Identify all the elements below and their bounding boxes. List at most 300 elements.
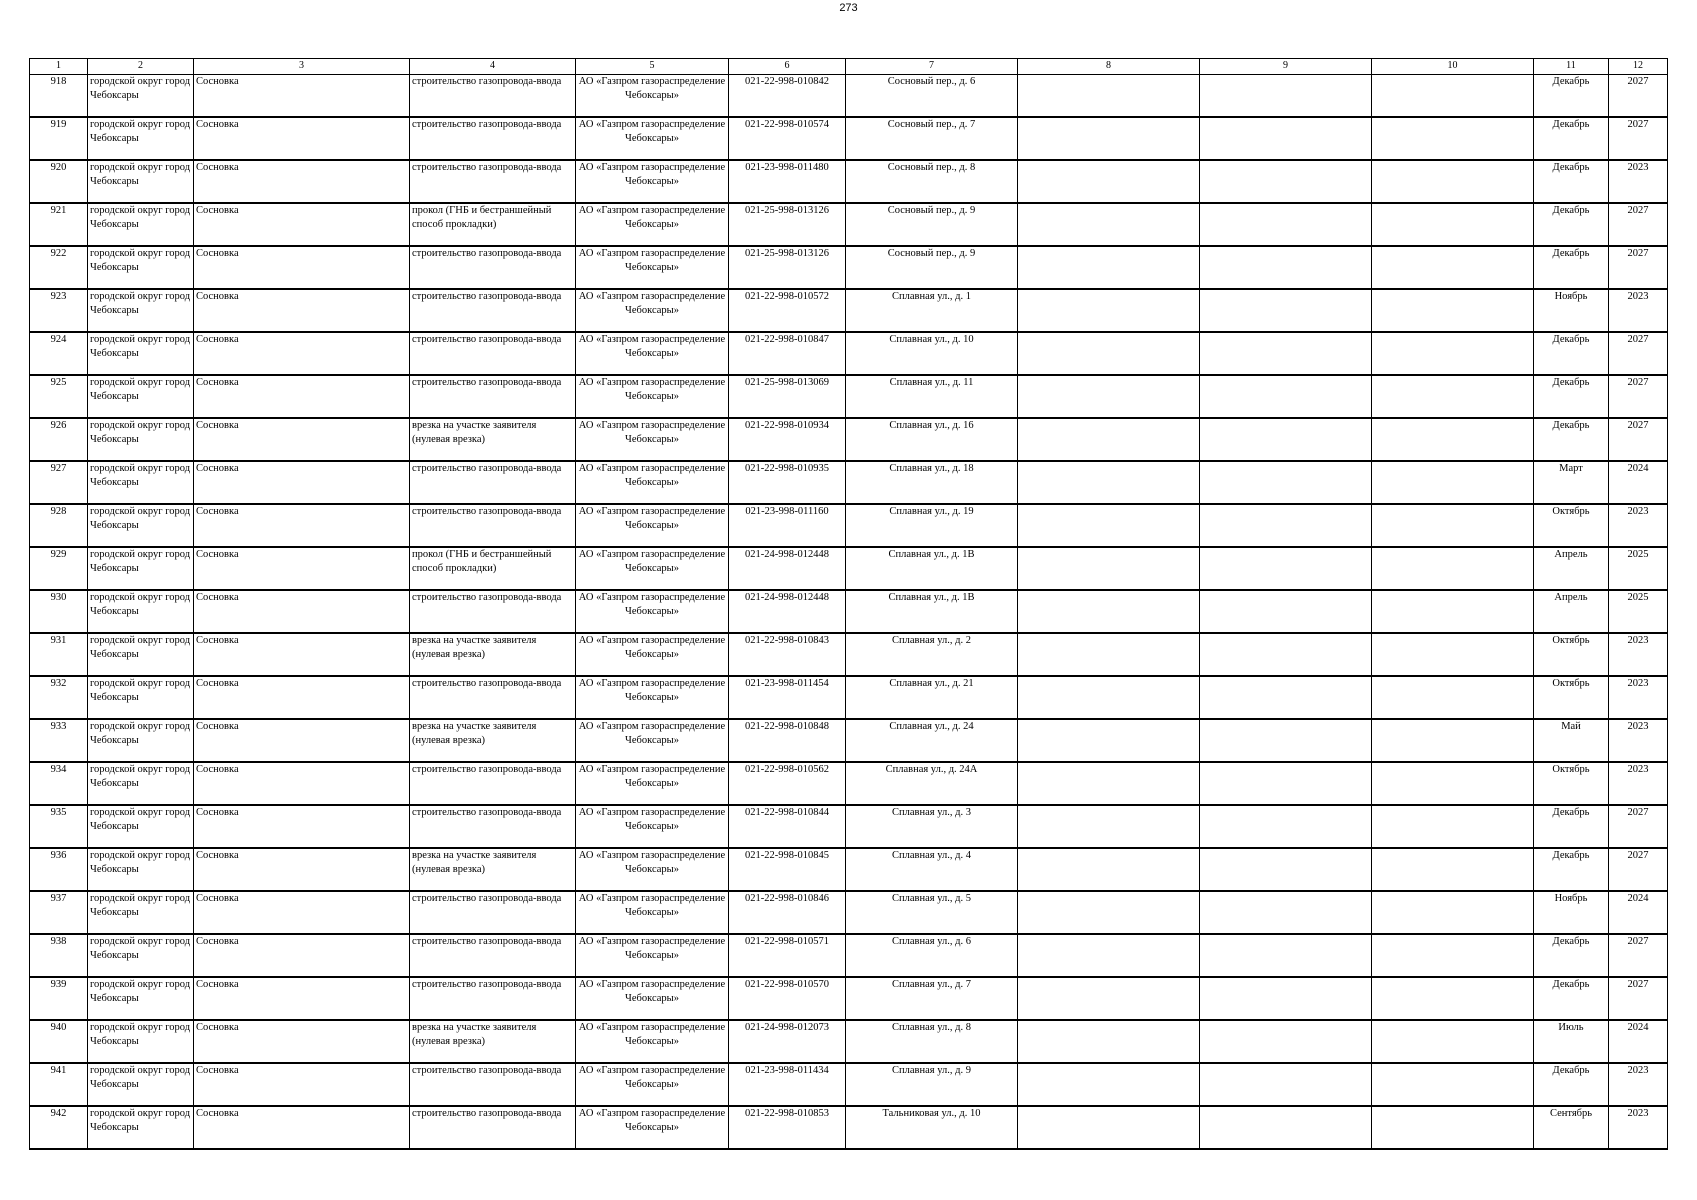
column-8-cell — [1018, 289, 1200, 332]
table-row — [30, 590, 1668, 633]
address-cell: Сплавная ул., д. 24 — [846, 719, 1018, 762]
column-8-cell — [1018, 590, 1200, 633]
address-cell: Сосновый пер., д. 8 — [846, 160, 1018, 203]
locality-cell: Сосновка — [194, 977, 410, 1020]
district-cell: городской округ город Чебоксары — [88, 332, 194, 375]
code-cell: 021-22-998-010572 — [729, 289, 846, 332]
month-cell: Октябрь — [1534, 504, 1609, 547]
locality-cell: Сосновка — [194, 461, 410, 504]
locality-cell: Сосновка — [194, 934, 410, 977]
address-cell: Сплавная ул., д. 7 — [846, 977, 1018, 1020]
column-10-cell — [1372, 1063, 1534, 1106]
month-cell: Ноябрь — [1534, 891, 1609, 934]
organization-cell: АО «Газпром газораспределение Чебоксары» — [576, 203, 729, 246]
col-header-4: 4 — [410, 59, 576, 75]
column-9-cell — [1200, 719, 1372, 762]
year-cell: 2023 — [1609, 762, 1668, 805]
month-cell: Декабрь — [1534, 203, 1609, 246]
page-number: 273 — [839, 2, 858, 14]
district-cell: городской округ город Чебоксары — [88, 547, 194, 590]
district-cell: городской округ город Чебоксары — [88, 246, 194, 289]
organization-cell: АО «Газпром газораспределение Чебоксары» — [576, 1020, 729, 1063]
month-cell: Декабрь — [1534, 1063, 1609, 1106]
locality-cell: Сосновка — [194, 117, 410, 160]
district-cell: городской округ город Чебоксары — [88, 1020, 194, 1063]
column-8-cell — [1018, 762, 1200, 805]
district-cell: городской округ город Чебоксары — [88, 504, 194, 547]
organization-cell: АО «Газпром газораспределение Чебоксары» — [576, 676, 729, 719]
year-cell: 2027 — [1609, 977, 1668, 1020]
column-9-cell — [1200, 934, 1372, 977]
code-cell: 021-25-998-013126 — [729, 246, 846, 289]
column-8-cell — [1018, 676, 1200, 719]
month-cell: Декабрь — [1534, 117, 1609, 160]
column-8-cell — [1018, 977, 1200, 1020]
address-cell: Сплавная ул., д. 11 — [846, 375, 1018, 418]
row-number-cell: 938 — [30, 934, 88, 977]
work-type-cell: строительство газопровода-ввода — [410, 289, 576, 332]
locality-cell: Сосновка — [194, 590, 410, 633]
address-cell: Сплавная ул., д. 4 — [846, 848, 1018, 891]
table-row — [30, 461, 1668, 504]
organization-cell: АО «Газпром газораспределение Чебоксары» — [576, 762, 729, 805]
address-cell: Сосновый пер., д. 7 — [846, 117, 1018, 160]
organization-cell: АО «Газпром газораспределение Чебоксары» — [576, 934, 729, 977]
district-cell: городской округ город Чебоксары — [88, 848, 194, 891]
col-header-12: 12 — [1609, 59, 1668, 75]
work-type-cell: врезка на участке заявителя (нулевая врезка) — [410, 1020, 576, 1063]
year-cell: 2024 — [1609, 1020, 1668, 1063]
row-number-cell: 922 — [30, 246, 88, 289]
col-header-6: 6 — [729, 59, 846, 75]
address-cell: Сплавная ул., д. 8 — [846, 1020, 1018, 1063]
organization-cell: АО «Газпром газораспределение Чебоксары» — [576, 977, 729, 1020]
row-number-cell: 934 — [30, 762, 88, 805]
work-type-cell: строительство газопровода-ввода — [410, 977, 576, 1020]
organization-cell: АО «Газпром газораспределение Чебоксары» — [576, 633, 729, 676]
column-10-cell — [1372, 891, 1534, 934]
row-number-cell: 941 — [30, 1063, 88, 1106]
month-cell: Апрель — [1534, 590, 1609, 633]
month-cell: Сентябрь — [1534, 1106, 1609, 1149]
code-cell: 021-24-998-012073 — [729, 1020, 846, 1063]
column-8-cell — [1018, 848, 1200, 891]
district-cell: городской округ город Чебоксары — [88, 160, 194, 203]
code-cell: 021-24-998-012448 — [729, 547, 846, 590]
table-row — [30, 203, 1668, 246]
address-cell: Сплавная ул., д. 5 — [846, 891, 1018, 934]
row-number-cell: 936 — [30, 848, 88, 891]
month-cell: Декабрь — [1534, 75, 1609, 118]
table-row — [30, 418, 1668, 461]
organization-cell: АО «Газпром газораспределение Чебоксары» — [576, 1063, 729, 1106]
col-header-1: 1 — [30, 59, 88, 75]
month-cell: Май — [1534, 719, 1609, 762]
row-number-cell: 933 — [30, 719, 88, 762]
work-type-cell: строительство газопровода-ввода — [410, 332, 576, 375]
year-cell: 2027 — [1609, 246, 1668, 289]
table-row — [30, 762, 1668, 805]
work-type-cell: строительство газопровода-ввода — [410, 504, 576, 547]
code-cell: 021-22-998-010934 — [729, 418, 846, 461]
locality-cell: Сосновка — [194, 633, 410, 676]
code-cell: 021-23-998-011160 — [729, 504, 846, 547]
column-10-cell — [1372, 633, 1534, 676]
table-row — [30, 934, 1668, 977]
column-10-cell — [1372, 289, 1534, 332]
month-cell: Декабрь — [1534, 977, 1609, 1020]
row-number-cell: 928 — [30, 504, 88, 547]
code-cell: 021-24-998-012448 — [729, 590, 846, 633]
column-8-cell — [1018, 1106, 1200, 1149]
address-cell: Тальниковая ул., д. 10 — [846, 1106, 1018, 1149]
column-9-cell — [1200, 461, 1372, 504]
month-cell: Декабрь — [1534, 848, 1609, 891]
month-cell: Октябрь — [1534, 633, 1609, 676]
column-8-cell — [1018, 246, 1200, 289]
table-row — [30, 117, 1668, 160]
organization-cell: АО «Газпром газораспределение Чебоксары» — [576, 117, 729, 160]
table-row — [30, 633, 1668, 676]
table-row — [30, 848, 1668, 891]
code-cell: 021-22-998-010935 — [729, 461, 846, 504]
work-type-cell: строительство газопровода-ввода — [410, 160, 576, 203]
address-cell: Сплавная ул., д. 19 — [846, 504, 1018, 547]
locality-cell: Сосновка — [194, 762, 410, 805]
column-9-cell — [1200, 246, 1372, 289]
column-8-cell — [1018, 719, 1200, 762]
district-cell: городской округ город Чебоксары — [88, 719, 194, 762]
locality-cell: Сосновка — [194, 289, 410, 332]
column-8-cell — [1018, 805, 1200, 848]
row-number-cell: 925 — [30, 375, 88, 418]
row-number-cell: 929 — [30, 547, 88, 590]
column-9-cell — [1200, 418, 1372, 461]
address-cell: Сплавная ул., д. 10 — [846, 332, 1018, 375]
address-cell: Сосновый пер., д. 9 — [846, 203, 1018, 246]
code-cell: 021-23-998-011454 — [729, 676, 846, 719]
district-cell: городской округ город Чебоксары — [88, 461, 194, 504]
locality-cell: Сосновка — [194, 676, 410, 719]
code-cell: 021-23-998-011480 — [729, 160, 846, 203]
address-cell: Сплавная ул., д. 9 — [846, 1063, 1018, 1106]
month-cell: Ноябрь — [1534, 289, 1609, 332]
column-9-cell — [1200, 289, 1372, 332]
organization-cell: АО «Газпром газораспределение Чебоксары» — [576, 590, 729, 633]
year-cell: 2027 — [1609, 805, 1668, 848]
row-number-cell: 926 — [30, 418, 88, 461]
code-cell: 021-22-998-010562 — [729, 762, 846, 805]
district-cell: городской округ город Чебоксары — [88, 289, 194, 332]
row-number-cell: 937 — [30, 891, 88, 934]
column-8-cell — [1018, 117, 1200, 160]
locality-cell: Сосновка — [194, 332, 410, 375]
table-row — [30, 676, 1668, 719]
column-10-cell — [1372, 762, 1534, 805]
column-10-cell — [1372, 332, 1534, 375]
column-8-cell — [1018, 633, 1200, 676]
table-row — [30, 1106, 1668, 1149]
column-9-cell — [1200, 633, 1372, 676]
locality-cell: Сосновка — [194, 246, 410, 289]
row-number-cell: 930 — [30, 590, 88, 633]
district-cell: городской округ город Чебоксары — [88, 762, 194, 805]
year-cell: 2023 — [1609, 1063, 1668, 1106]
district-cell: городской округ город Чебоксары — [88, 117, 194, 160]
row-number-cell: 924 — [30, 332, 88, 375]
district-cell: городской округ город Чебоксары — [88, 934, 194, 977]
month-cell: Декабрь — [1534, 418, 1609, 461]
month-cell: Декабрь — [1534, 375, 1609, 418]
table-row — [30, 977, 1668, 1020]
year-cell: 2024 — [1609, 461, 1668, 504]
district-cell: городской округ город Чебоксары — [88, 1063, 194, 1106]
column-10-cell — [1372, 418, 1534, 461]
column-9-cell — [1200, 375, 1372, 418]
organization-cell: АО «Газпром газораспределение Чебоксары» — [576, 375, 729, 418]
organization-cell: АО «Газпром газораспределение Чебоксары» — [576, 805, 729, 848]
year-cell: 2027 — [1609, 848, 1668, 891]
row-number-cell: 931 — [30, 633, 88, 676]
column-8-cell — [1018, 461, 1200, 504]
district-cell: городской округ город Чебоксары — [88, 633, 194, 676]
address-cell: Сплавная ул., д. 18 — [846, 461, 1018, 504]
locality-cell: Сосновка — [194, 719, 410, 762]
table-body — [30, 75, 1668, 1150]
address-cell: Сплавная ул., д. 24А — [846, 762, 1018, 805]
column-10-cell — [1372, 676, 1534, 719]
address-cell: Сплавная ул., д. 2 — [846, 633, 1018, 676]
work-type-cell: врезка на участке заявителя (нулевая врезка) — [410, 848, 576, 891]
address-cell: Сплавная ул., д. 1 — [846, 289, 1018, 332]
code-cell: 021-25-998-013069 — [729, 375, 846, 418]
work-type-cell: строительство газопровода-ввода — [410, 117, 576, 160]
work-type-cell: строительство газопровода-ввода — [410, 934, 576, 977]
column-9-cell — [1200, 848, 1372, 891]
column-9-cell — [1200, 547, 1372, 590]
year-cell: 2025 — [1609, 590, 1668, 633]
column-8-cell — [1018, 891, 1200, 934]
column-9-cell — [1200, 332, 1372, 375]
column-9-cell — [1200, 504, 1372, 547]
table-row — [30, 1063, 1668, 1106]
column-8-cell — [1018, 160, 1200, 203]
column-8-cell — [1018, 504, 1200, 547]
column-8-cell — [1018, 547, 1200, 590]
year-cell: 2023 — [1609, 504, 1668, 547]
year-cell: 2027 — [1609, 75, 1668, 118]
column-9-cell — [1200, 590, 1372, 633]
column-8-cell — [1018, 75, 1200, 118]
work-type-cell: строительство газопровода-ввода — [410, 891, 576, 934]
column-10-cell — [1372, 160, 1534, 203]
column-8-cell — [1018, 418, 1200, 461]
column-9-cell — [1200, 805, 1372, 848]
work-type-cell: строительство газопровода-ввода — [410, 590, 576, 633]
table-row — [30, 246, 1668, 289]
column-number-header — [30, 59, 1668, 75]
organization-cell: АО «Газпром газораспределение Чебоксары» — [576, 719, 729, 762]
work-type-cell: строительство газопровода-ввода — [410, 375, 576, 418]
organization-cell: АО «Газпром газораспределение Чебоксары» — [576, 1106, 729, 1149]
address-cell: Сплавная ул., д. 21 — [846, 676, 1018, 719]
table-row — [30, 332, 1668, 375]
locality-cell: Сосновка — [194, 891, 410, 934]
column-10-cell — [1372, 75, 1534, 118]
row-number-cell: 939 — [30, 977, 88, 1020]
year-cell: 2024 — [1609, 891, 1668, 934]
locality-cell: Сосновка — [194, 547, 410, 590]
district-cell: городской округ город Чебоксары — [88, 75, 194, 118]
work-type-cell: строительство газопровода-ввода — [410, 805, 576, 848]
code-cell: 021-22-998-010848 — [729, 719, 846, 762]
table-row — [30, 160, 1668, 203]
column-10-cell — [1372, 848, 1534, 891]
table-row — [30, 375, 1668, 418]
code-cell: 021-23-998-011434 — [729, 1063, 846, 1106]
column-10-cell — [1372, 805, 1534, 848]
code-cell: 021-22-998-010843 — [729, 633, 846, 676]
table-row — [30, 1020, 1668, 1063]
locality-cell: Сосновка — [194, 203, 410, 246]
column-10-cell — [1372, 504, 1534, 547]
year-cell: 2023 — [1609, 676, 1668, 719]
address-cell: Сплавная ул., д. 6 — [846, 934, 1018, 977]
col-header-7: 7 — [846, 59, 1018, 75]
code-cell: 021-22-998-010844 — [729, 805, 846, 848]
year-cell: 2027 — [1609, 375, 1668, 418]
column-10-cell — [1372, 246, 1534, 289]
code-cell: 021-22-998-010845 — [729, 848, 846, 891]
work-type-cell: прокол (ГНБ и бестраншейный способ прокладки) — [410, 203, 576, 246]
col-header-9: 9 — [1200, 59, 1372, 75]
organization-cell: АО «Газпром газораспределение Чебоксары» — [576, 504, 729, 547]
table-row — [30, 289, 1668, 332]
year-cell: 2027 — [1609, 117, 1668, 160]
row-number-cell: 940 — [30, 1020, 88, 1063]
col-header-3: 3 — [194, 59, 410, 75]
column-9-cell — [1200, 1063, 1372, 1106]
row-number-cell: 918 — [30, 75, 88, 118]
locality-cell: Сосновка — [194, 1020, 410, 1063]
row-number-cell: 921 — [30, 203, 88, 246]
table-row — [30, 75, 1668, 118]
column-9-cell — [1200, 203, 1372, 246]
column-10-cell — [1372, 1106, 1534, 1149]
column-9-cell — [1200, 160, 1372, 203]
code-cell: 021-22-998-010842 — [729, 75, 846, 118]
district-cell: городской округ город Чебоксары — [88, 891, 194, 934]
row-number-cell: 919 — [30, 117, 88, 160]
year-cell: 2023 — [1609, 633, 1668, 676]
organization-cell: АО «Газпром газораспределение Чебоксары» — [576, 547, 729, 590]
code-cell: 021-22-998-010847 — [729, 332, 846, 375]
column-8-cell — [1018, 1020, 1200, 1063]
work-type-cell: врезка на участке заявителя (нулевая врезка) — [410, 418, 576, 461]
locality-cell: Сосновка — [194, 1106, 410, 1149]
table-row — [30, 719, 1668, 762]
district-cell: городской округ город Чебоксары — [88, 977, 194, 1020]
locality-cell: Сосновка — [194, 848, 410, 891]
column-10-cell — [1372, 375, 1534, 418]
work-type-cell: строительство газопровода-ввода — [410, 1063, 576, 1106]
district-cell: городской округ город Чебоксары — [88, 1106, 194, 1149]
district-cell: городской округ город Чебоксары — [88, 375, 194, 418]
row-number-cell: 927 — [30, 461, 88, 504]
address-cell: Сплавная ул., д. 1В — [846, 590, 1018, 633]
month-cell: Октябрь — [1534, 676, 1609, 719]
locality-cell: Сосновка — [194, 160, 410, 203]
row-number-cell: 923 — [30, 289, 88, 332]
address-cell: Сплавная ул., д. 1В — [846, 547, 1018, 590]
month-cell: Декабрь — [1534, 805, 1609, 848]
column-9-cell — [1200, 762, 1372, 805]
address-cell: Сосновый пер., д. 6 — [846, 75, 1018, 118]
col-header-10: 10 — [1372, 59, 1534, 75]
address-cell: Сплавная ул., д. 16 — [846, 418, 1018, 461]
column-9-cell — [1200, 891, 1372, 934]
locality-cell: Сосновка — [194, 75, 410, 118]
month-cell: Декабрь — [1534, 246, 1609, 289]
locality-cell: Сосновка — [194, 1063, 410, 1106]
table-row — [30, 504, 1668, 547]
locality-cell: Сосновка — [194, 805, 410, 848]
year-cell: 2023 — [1609, 719, 1668, 762]
work-type-cell: строительство газопровода-ввода — [410, 75, 576, 118]
column-10-cell — [1372, 590, 1534, 633]
code-cell: 021-22-998-010570 — [729, 977, 846, 1020]
column-9-cell — [1200, 676, 1372, 719]
district-cell: городской округ город Чебоксары — [88, 590, 194, 633]
month-cell: Декабрь — [1534, 160, 1609, 203]
code-cell: 021-25-998-013126 — [729, 203, 846, 246]
organization-cell: АО «Газпром газораспределение Чебоксары» — [576, 848, 729, 891]
year-cell: 2027 — [1609, 332, 1668, 375]
year-cell: 2027 — [1609, 934, 1668, 977]
organization-cell: АО «Газпром газораспределение Чебоксары» — [576, 75, 729, 118]
year-cell: 2027 — [1609, 203, 1668, 246]
column-10-cell — [1372, 1020, 1534, 1063]
column-9-cell — [1200, 117, 1372, 160]
code-cell: 021-22-998-010853 — [729, 1106, 846, 1149]
row-number-cell: 935 — [30, 805, 88, 848]
district-cell: городской округ город Чебоксары — [88, 203, 194, 246]
col-header-2: 2 — [88, 59, 194, 75]
table-row — [30, 547, 1668, 590]
column-8-cell — [1018, 375, 1200, 418]
column-10-cell — [1372, 203, 1534, 246]
column-10-cell — [1372, 461, 1534, 504]
organization-cell: АО «Газпром газораспределение Чебоксары» — [576, 160, 729, 203]
organization-cell: АО «Газпром газораспределение Чебоксары» — [576, 461, 729, 504]
column-9-cell — [1200, 75, 1372, 118]
row-number-cell: 920 — [30, 160, 88, 203]
work-type-cell: прокол (ГНБ и бестраншейный способ прокладки) — [410, 547, 576, 590]
locality-cell: Сосновка — [194, 375, 410, 418]
work-type-cell: строительство газопровода-ввода — [410, 1106, 576, 1149]
month-cell: Декабрь — [1534, 332, 1609, 375]
row-number-cell: 932 — [30, 676, 88, 719]
col-header-8: 8 — [1018, 59, 1200, 75]
year-cell: 2023 — [1609, 1106, 1668, 1149]
col-header-5: 5 — [576, 59, 729, 75]
column-10-cell — [1372, 977, 1534, 1020]
column-10-cell — [1372, 934, 1534, 977]
organization-cell: АО «Газпром газораспределение Чебоксары» — [576, 418, 729, 461]
address-cell: Сплавная ул., д. 3 — [846, 805, 1018, 848]
work-type-cell: строительство газопровода-ввода — [410, 461, 576, 504]
month-cell: Июль — [1534, 1020, 1609, 1063]
